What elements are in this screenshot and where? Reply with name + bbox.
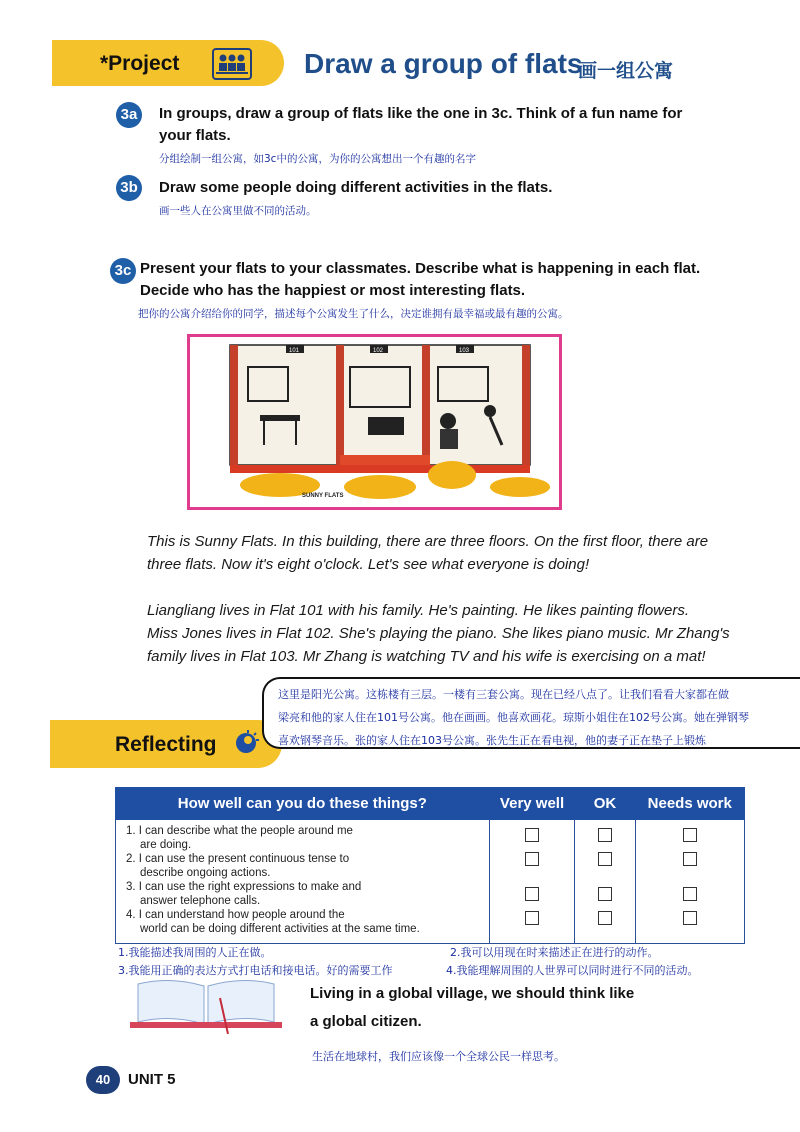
self-assessment-table <box>115 787 745 944</box>
needs-work-column <box>635 820 744 944</box>
reflect-zh-3: 3.我能用正确的表达方式打电话和接电话。好的需要工作 <box>118 964 393 977</box>
quote-zh: 生活在地球村，我们应该像一个全球公民一样思考。 <box>312 1050 565 1063</box>
open-book-icon <box>130 976 282 1034</box>
table-header-needs-work: Needs work <box>635 788 744 820</box>
reflect-zh-2: 2.我可以用现在时来描述正在进行的动作。 <box>450 946 659 959</box>
badge-3c: 3c <box>110 258 136 284</box>
item-3-line2: answer telephone calls. <box>140 895 261 907</box>
quote-line2: a global citizen. <box>310 1013 422 1030</box>
badge-3a: 3a <box>116 102 142 128</box>
reflecting-label: Reflecting <box>115 733 217 756</box>
translation-note <box>262 677 800 749</box>
page-title: Draw a group of flats <box>304 48 583 79</box>
ok-column <box>575 820 635 944</box>
lightbulb-head-icon <box>232 728 262 758</box>
group-people-icon <box>212 48 252 80</box>
flat-label-103: 103 <box>459 348 470 354</box>
task-3a-line1: In groups, draw a group of flats like the one in 3c. Think of a fun name for <box>159 105 683 122</box>
task-3a-line2: your flats. <box>159 127 231 144</box>
item-3-line1: 3. I can use the right expressions to make and <box>126 881 362 893</box>
flat-label-101: 101 <box>289 348 300 354</box>
item-2-line2: describe ongoing actions. <box>140 867 271 879</box>
flats-drawing <box>190 337 559 507</box>
item-4-line1: 4. I can understand how people around the <box>126 909 345 921</box>
checkbox-1-ok[interactable] <box>598 828 612 842</box>
flat-label-102: 102 <box>373 348 384 354</box>
reflect-zh-1: 1.我能描述我周围的人正在做。 <box>118 946 272 959</box>
badge-3b: 3b <box>116 175 142 201</box>
task-3b-zh: 画一些人在公寓里做不同的活动。 <box>159 205 317 217</box>
table-items <box>116 820 490 944</box>
checkbox-1-very-well[interactable] <box>525 828 539 842</box>
translation-line2: 梁亮和他的家人住在101号公寓。他在画画。他喜欢画花。琼斯小姐住在102号公寓。她在弹钢琴 <box>278 711 749 724</box>
reflect-zh-4: 4.我能理解周围的人世界可以同时进行不同的活动。 <box>446 964 699 977</box>
task-3b-line1: Draw some people doing different activities in the flats. <box>159 179 553 196</box>
checkbox-2-needs-work[interactable] <box>683 852 697 866</box>
page-number: 40 <box>95 1072 111 1087</box>
checkbox-4-ok[interactable] <box>598 911 612 925</box>
translation-line1: 这里是阳光公寓。这栋楼有三层。一楼有三套公寓。现在已经八点了。让我们看看大家都在做 <box>278 688 729 701</box>
table-header-very-well: Very well <box>489 788 575 820</box>
task-3c-line2: Decide who has the happiest or most interesting flats. <box>140 282 526 299</box>
story-p2-line1: Liangliang lives in Flat 101 with his family. He's painting. He likes painting flowers. <box>147 602 690 619</box>
checkbox-3-ok[interactable] <box>598 887 612 901</box>
checkbox-3-very-well[interactable] <box>525 887 539 901</box>
task-3c-line1: Present your flats to your classmates. Describe what is happening in each flat. <box>140 260 701 277</box>
checkbox-4-very-well[interactable] <box>525 911 539 925</box>
project-label: *Project <box>100 52 180 75</box>
story-p2-line2: Miss Jones lives in Flat 102. She's playing the piano. She likes piano music. Mr Zhang's <box>147 625 730 642</box>
task-3a-zh: 分组绘制一组公寓，如3c中的公寓，为你的公寓想出一个有趣的名字 <box>159 153 476 165</box>
sunny-flats-illustration <box>187 334 562 510</box>
checkbox-2-very-well[interactable] <box>525 852 539 866</box>
very-well-column <box>489 820 575 944</box>
table-header-question: How well can you do these things? <box>116 788 490 820</box>
story-p1-line1: This is Sunny Flats. In this building, there are three floors. On the first floor, there are <box>147 533 709 550</box>
quote-line1: Living in a global village, we should think like <box>310 985 635 1002</box>
item-4-line2: world can be doing different activities at the same time. <box>140 923 420 935</box>
item-1-line2: are doing. <box>140 839 192 851</box>
translation-line3: 喜欢钢琴音乐。张的家人住在103号公寓。张先生正在看电视，他的妻子正在垫子上锻炼 <box>278 734 706 747</box>
item-1-line1: 1. I can describe what the people around me <box>126 825 353 837</box>
task-3c-zh: 把你的公寓介绍给你的同学，描述每个公寓发生了什么，决定谁拥有最幸福或最有趣的公寓。 <box>138 308 569 320</box>
story-p1-line2: three flats. Now it's eight o'clock. Let's see what everyone is doing! <box>147 556 590 573</box>
checkbox-3-needs-work[interactable] <box>683 887 697 901</box>
checkbox-1-needs-work[interactable] <box>683 828 697 842</box>
checkbox-4-needs-work[interactable] <box>683 911 697 925</box>
page-title-zh: 画一组公寓 <box>578 60 674 82</box>
table-header-ok: OK <box>575 788 635 820</box>
sunny-flats-sign: SUNNY FLATS <box>302 493 344 499</box>
story-p2-line3: family lives in Flat 103. Mr Zhang is watching TV and his wife is exercising on a mat! <box>147 648 706 665</box>
checkbox-2-ok[interactable] <box>598 852 612 866</box>
item-2-line1: 2. I can use the present continuous tense to <box>126 853 350 865</box>
unit-label: UNIT 5 <box>128 1071 176 1088</box>
